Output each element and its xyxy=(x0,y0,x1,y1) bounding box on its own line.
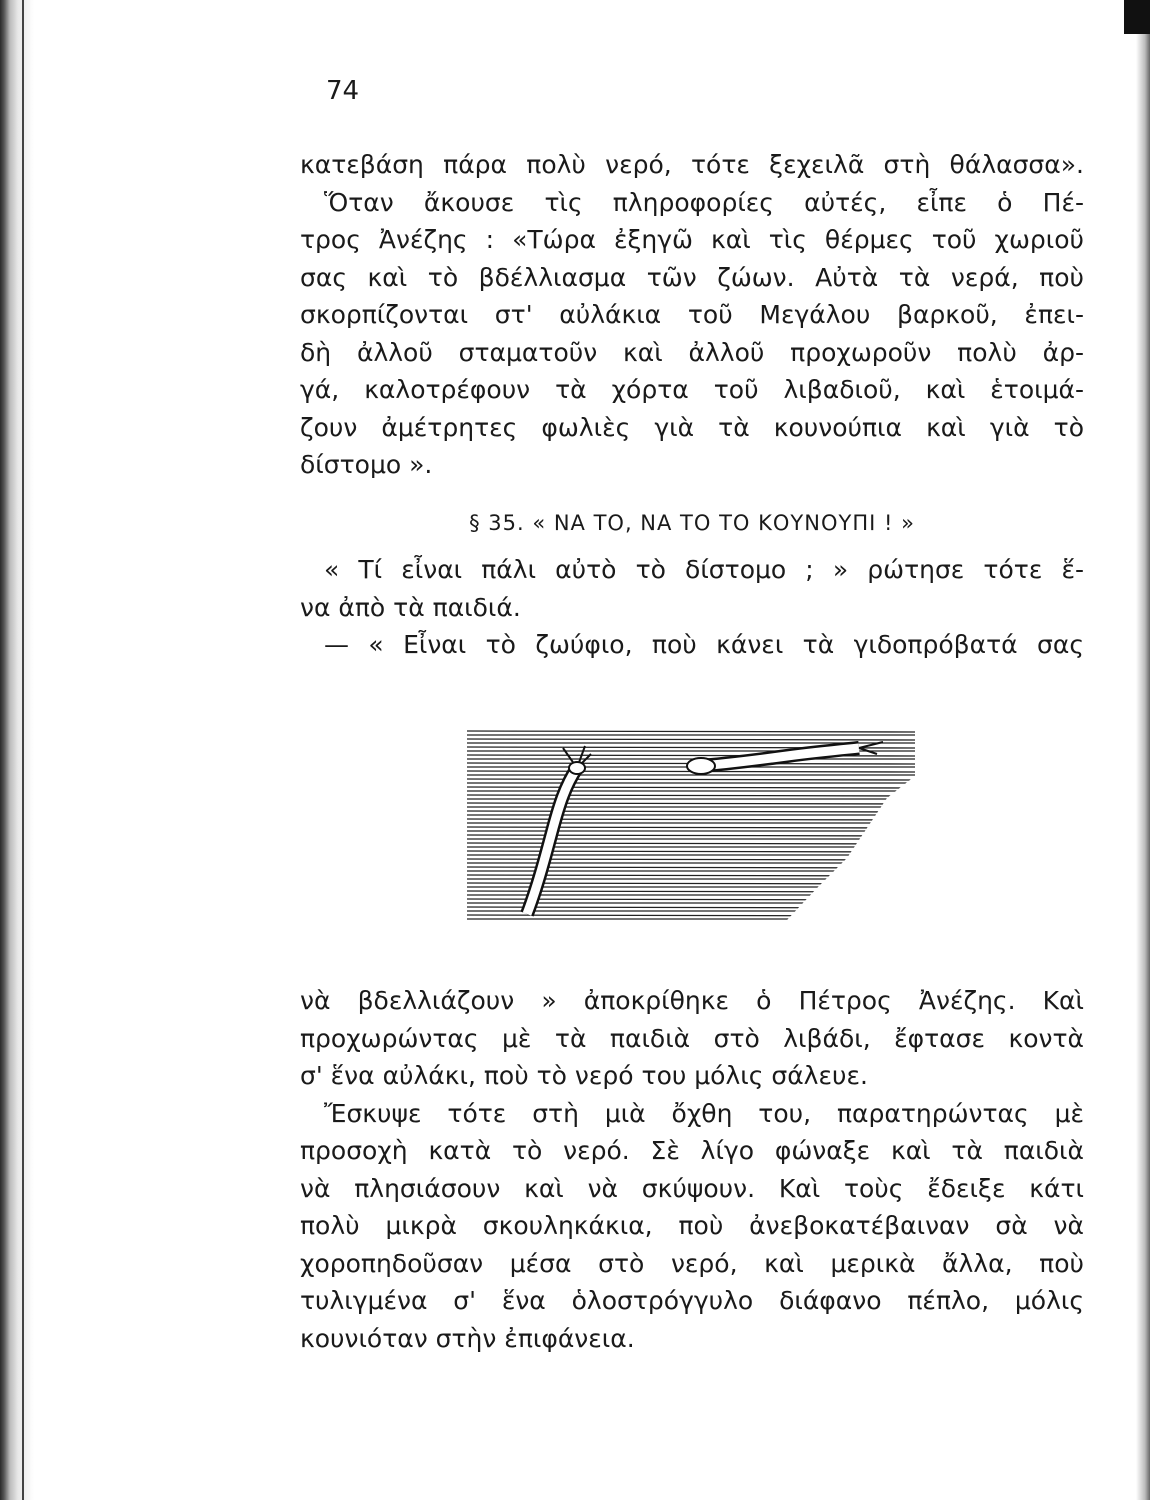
scan-binding-line xyxy=(22,0,24,1500)
text-line: να ἀπὸ τὰ παιδιά. xyxy=(300,592,521,622)
text-block-middle xyxy=(300,551,1084,664)
scan-binding-shadow xyxy=(0,0,34,1500)
text-line: προσοχὴ κατὰ τὸ νερό. Σὲ λίγο φώναξε καὶ τὰ παιδιὰ xyxy=(300,1136,1084,1165)
scan-right-edge xyxy=(1136,0,1150,1500)
text-line: τρος Ἀνέζης : «Τώρα ἐξηγῶ καὶ τὶς θέρμες τοῦ χωριοῦ xyxy=(300,225,1084,254)
text-line: νὰ πλησιάσουν καὶ νὰ σκύψουν. Καὶ τοὺς ἔδειξε κάτι xyxy=(300,1173,1084,1203)
text-line: πολὺ μικρὰ σκουληκάκια, ποὺ ἀνεβοκατέβαιναν σὰ νὰ xyxy=(300,1211,1084,1240)
text-line: δὴ ἀλλοῦ σταματοῦν καὶ ἀλλοῦ προχωροῦν πολὺ ἀρ- xyxy=(300,337,1084,367)
text-line: σκορπίζονται στ' αὐλάκια τοῦ Μεγάλου βαρκοῦ, ἐπει- xyxy=(300,300,1084,329)
page-number: 74 xyxy=(326,76,360,106)
text-line: — « Εἶναι τὸ ζωύφιο, ποὺ κάνει τὰ γιδοπρόβατά σας xyxy=(324,630,1084,659)
scan-corner-mark xyxy=(1124,0,1150,34)
text-line: κουνιόταν στὴν ἐπιφάνεια. xyxy=(300,1323,635,1353)
text-line: τυλιγμένα σ' ἕνα ὁλοστρόγγυλο διάφανο πέπλο, μόλις xyxy=(300,1286,1084,1315)
text-line: σας καὶ τὸ βδέλλιασμα τῶν ζώων. Αὐτὰ τὰ νερά, ποὺ xyxy=(300,262,1084,292)
text-line: Ὅταν ἄκουσε τὶς πληροφορίες αὐτές, εἶπε ὁ Πέ- xyxy=(324,187,1084,217)
text-line: γά, καλοτρέφουν τὰ χόρτα τοῦ λιβαδιοῦ, καὶ ἑτοιμά- xyxy=(300,375,1084,404)
text-line: δίστομο ». xyxy=(300,450,433,479)
text-line: κατεβάση πάρα πολὺ νερό, τότε ξεχειλᾶ στὴ θάλασσα». xyxy=(300,150,1084,179)
text-line: προχωρώντας μὲ τὰ παιδιὰ στὸ λιβάδι, ἔφτασε κοντὰ xyxy=(300,1023,1084,1053)
text-line: Ἔσκυψε τότε στὴ μιὰ ὄχθη του, παρατηρώντας μὲ xyxy=(324,1098,1084,1128)
mosquito-larva-illustration xyxy=(467,728,915,920)
text-line: χοροπηδοῦσαν μέσα στὸ νερό, καὶ μερικὰ ἄλλα, ποὺ xyxy=(300,1248,1084,1278)
section-heading: § 35. « ΝΑ ΤΟ, ΝΑ ΤΟ ΤΟ ΚΟΥΝΟΥΠΙ ! » xyxy=(469,511,915,535)
text-block-bottom xyxy=(300,982,1084,1357)
text-line: « Τί εἶναι πάλι αὐτὸ τὸ δίστομο ; » ρώτησε τότε ἕ- xyxy=(324,555,1084,584)
text-line: ζουν ἀμέτρητες φωλιὲς γιὰ τὰ κουνούπια καὶ γιὰ τὸ xyxy=(300,412,1084,442)
text-line: νὰ βδελλιάζουν » ἀποκρίθηκε ὁ Πέτρος Ἀνέζης. Καὶ xyxy=(300,986,1084,1015)
text-block-top xyxy=(300,146,1084,484)
text-line: σ' ἕνα αὐλάκι, ποὺ τὸ νερό του μόλις σάλευε. xyxy=(300,1061,868,1090)
